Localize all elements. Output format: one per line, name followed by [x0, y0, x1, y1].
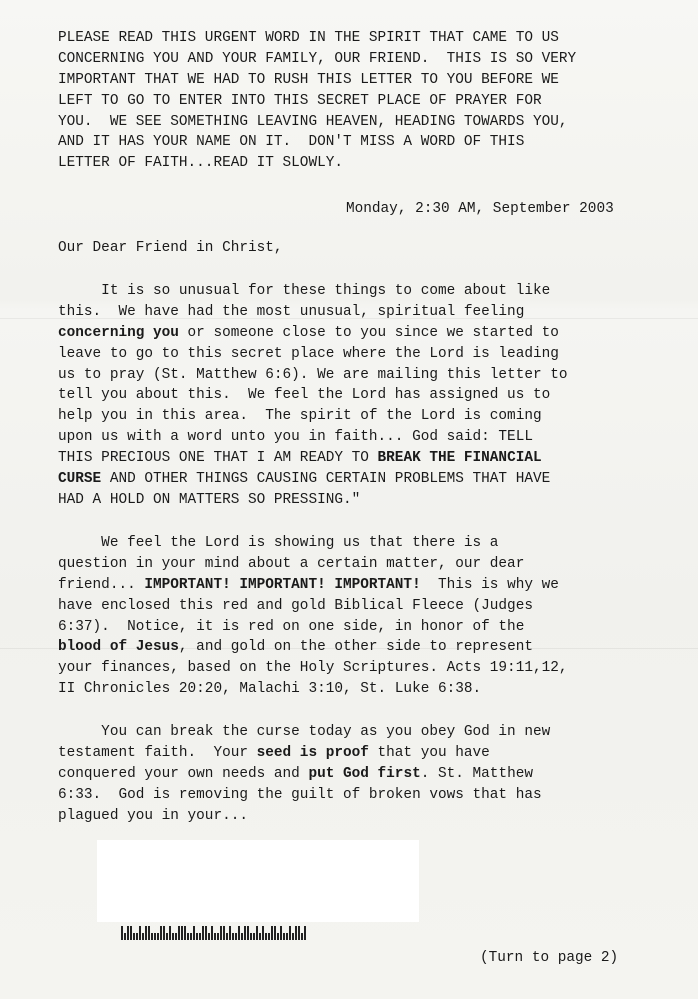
- barcode-bar: [238, 926, 240, 940]
- barcode-bar: [256, 926, 258, 940]
- text-segment: It is so unusual for these things to come about like: [58, 283, 551, 299]
- text-line: [58, 679, 683, 700]
- text-line: CONCERNING YOU AND YOUR FAMILY, OUR FRIEND. THIS IS SO VERY: [58, 50, 577, 67]
- barcode-bar: [199, 933, 201, 940]
- text-segment: You can break the curse today as you obey God in new: [58, 724, 551, 740]
- barcode-bar: [259, 933, 261, 940]
- text-line: [58, 344, 683, 365]
- barcode-bar: [160, 926, 162, 940]
- barcode-bar: [154, 933, 156, 940]
- barcode-bar: [292, 933, 294, 940]
- barcode-bar: [262, 926, 264, 940]
- barcode-bar: [241, 933, 243, 940]
- barcode-bar: [247, 926, 249, 940]
- text-segment: plagued you in your...: [58, 807, 248, 824]
- text-line: [58, 533, 683, 554]
- barcode-bar: [172, 933, 174, 940]
- text-line: [58, 617, 683, 638]
- text-segment: help you in this area. The spirit of the Lord is coming: [58, 408, 542, 425]
- text-line: [58, 764, 683, 785]
- text-segment: HAD A HOLD ON MATTERS SO PRESSING.": [58, 491, 361, 508]
- barcode-bar: [181, 926, 183, 940]
- barcode-bar: [220, 926, 222, 940]
- barcode-bar: [205, 926, 207, 940]
- barcode-bar: [217, 933, 219, 940]
- text-segment: . St. Matthew: [420, 765, 533, 782]
- barcode-bar: [193, 926, 195, 940]
- text-segment: 6:37). Notice, it is red on one side, in honor of the: [58, 618, 525, 635]
- barcode-bar: [229, 926, 231, 940]
- barcode-bar: [166, 933, 168, 940]
- bold-text: seed is proof: [256, 744, 369, 761]
- text-line: [58, 490, 683, 511]
- barcode-bar: [265, 933, 267, 940]
- barcode-bar: [145, 926, 147, 940]
- text-line: [58, 365, 683, 386]
- barcode-bar: [190, 933, 192, 940]
- paragraph-3: [58, 722, 683, 826]
- bold-text: blood of Jesus: [58, 639, 179, 656]
- text-segment: AND OTHER THINGS CAUSING CERTAIN PROBLEMS THAT HAVE: [101, 471, 551, 488]
- text-line: YOU. WE SEE SOMETHING LEAVING HEAVEN, HEADING TOWARDS YOU,: [58, 113, 568, 130]
- text-line: IMPORTANT THAT WE HAD TO RUSH THIS LETTER TO YOU BEFORE WE: [58, 71, 559, 88]
- text-segment: We feel the Lord is showing us that there is a: [58, 535, 499, 551]
- barcode-bar: [151, 933, 153, 940]
- barcode-bar: [133, 933, 135, 940]
- text-segment: this. We have had the most unusual, spiritual feeling: [58, 303, 525, 320]
- barcode-bar: [301, 933, 303, 940]
- text-segment: testament faith. Your: [58, 744, 257, 761]
- barcode-bar: [214, 933, 216, 940]
- barcode-bar: [163, 926, 165, 940]
- text-segment: or someone close to you since we started to: [178, 324, 559, 341]
- barcode-bar: [148, 926, 150, 940]
- salutation: Our Dear Friend in Christ,: [58, 240, 283, 256]
- barcode-bar: [127, 926, 129, 940]
- text-line: [58, 806, 683, 827]
- barcode-bar: [268, 933, 270, 940]
- barcode-bar: [169, 926, 171, 940]
- text-line: [58, 406, 683, 427]
- paragraph-2: [58, 533, 683, 700]
- text-segment: us to pray (St. Matthew 6:6). We are mailing this letter to: [58, 366, 568, 383]
- text-segment: that you have: [368, 744, 490, 761]
- text-segment: friend...: [58, 576, 145, 593]
- text-segment: II Chronicles 20:20, Malachi 3:10, St. Luke 6:38.: [58, 681, 482, 698]
- text-segment: conquered your own needs and: [58, 765, 309, 782]
- barcode-bar: [277, 933, 279, 940]
- text-segment: upon us with a word unto you in faith... God said: TELL: [58, 429, 533, 446]
- barcode-bar: [157, 933, 159, 940]
- bold-text: IMPORTANT! IMPORTANT! IMPORTANT!: [144, 576, 421, 593]
- text-segment: This is why we: [420, 576, 559, 593]
- text-line: [58, 448, 683, 469]
- barcode-bar: [208, 933, 210, 940]
- barcode-bar: [250, 933, 252, 940]
- barcode-bar: [289, 926, 291, 940]
- barcode-bar: [124, 933, 126, 940]
- text-segment: tell you about this. We feel the Lord has assigned us to: [58, 387, 551, 404]
- paragraph-1: [58, 281, 683, 511]
- text-line: [58, 637, 683, 658]
- barcode-bar: [226, 933, 228, 940]
- text-segment: , and gold on the other side to represent: [178, 639, 533, 656]
- text-line: LETTER OF FAITH...READ IT SLOWLY.: [58, 155, 343, 172]
- text-line: [58, 469, 683, 490]
- intro-paragraph: [58, 28, 683, 174]
- barcode-bar: [121, 926, 123, 940]
- text-segment: THIS PRECIOUS ONE THAT I AM READY TO: [58, 450, 378, 467]
- barcode-bar: [286, 933, 288, 940]
- text-line: [58, 554, 683, 575]
- bold-text: put God first: [308, 765, 421, 782]
- bold-text: CURSE: [58, 471, 102, 488]
- barcode-bar: [202, 926, 204, 940]
- barcode-bar: [304, 926, 306, 940]
- text-line: [58, 427, 683, 448]
- text-segment: leave to go to this secret place where the Lord is leading: [58, 345, 559, 362]
- barcode-bar: [295, 926, 297, 940]
- text-line: [58, 658, 683, 679]
- text-line: LEFT TO GO TO ENTER INTO THIS SECRET PLACE OF PRAYER FOR: [58, 92, 542, 109]
- text-line: [58, 302, 683, 323]
- barcode-bar: [142, 933, 144, 940]
- dateline: Monday, 2:30 AM, September 2003: [346, 201, 614, 217]
- text-line: AND IT HAS YOUR NAME ON IT. DON'T MISS A WORD OF THIS: [58, 134, 525, 151]
- barcode-bar: [187, 933, 189, 940]
- text-line: [58, 722, 683, 743]
- barcode-bar: [232, 933, 234, 940]
- text-segment: question in your mind about a certain matter, our dear: [58, 555, 525, 572]
- text-line: [58, 596, 683, 617]
- text-segment: 6:33. God is removing the guilt of broken vows that has: [58, 786, 542, 803]
- turn-page-note: (Turn to page 2): [480, 950, 619, 966]
- barcode-bar: [130, 926, 132, 940]
- barcode-bar: [283, 933, 285, 940]
- barcode-bar: [271, 926, 273, 940]
- barcode-bar: [211, 926, 213, 940]
- barcode-bar: [280, 926, 282, 940]
- barcode-bar: [136, 933, 138, 940]
- barcode-bar: [223, 926, 225, 940]
- bold-text: concerning you: [58, 324, 179, 341]
- text-line: [58, 743, 683, 764]
- barcode-bar: [235, 933, 237, 940]
- text-line: [58, 785, 683, 806]
- text-line: PLEASE READ THIS URGENT WORD IN THE SPIRIT THAT CAME TO US: [58, 30, 559, 46]
- barcode-bar: [298, 926, 300, 940]
- text-line: [58, 323, 683, 344]
- text-line: [58, 575, 683, 596]
- text-segment: your finances, based on the Holy Scriptures. Acts 19:11,12,: [58, 660, 568, 677]
- barcode-bar: [139, 926, 141, 940]
- postal-barcode: [121, 926, 306, 940]
- text-segment: have enclosed this red and gold Biblical Fleece (Judges: [58, 597, 533, 614]
- barcode-bar: [253, 933, 255, 940]
- barcode-bar: [175, 933, 177, 940]
- barcode-bar: [274, 926, 276, 940]
- address-window-blank: [97, 840, 419, 922]
- barcode-bar: [196, 933, 198, 940]
- bold-text: BREAK THE FINANCIAL: [377, 450, 542, 467]
- text-line: [58, 385, 683, 406]
- text-line: [58, 281, 683, 302]
- barcode-bar: [244, 926, 246, 940]
- barcode-bar: [178, 926, 180, 940]
- barcode-bar: [184, 926, 186, 940]
